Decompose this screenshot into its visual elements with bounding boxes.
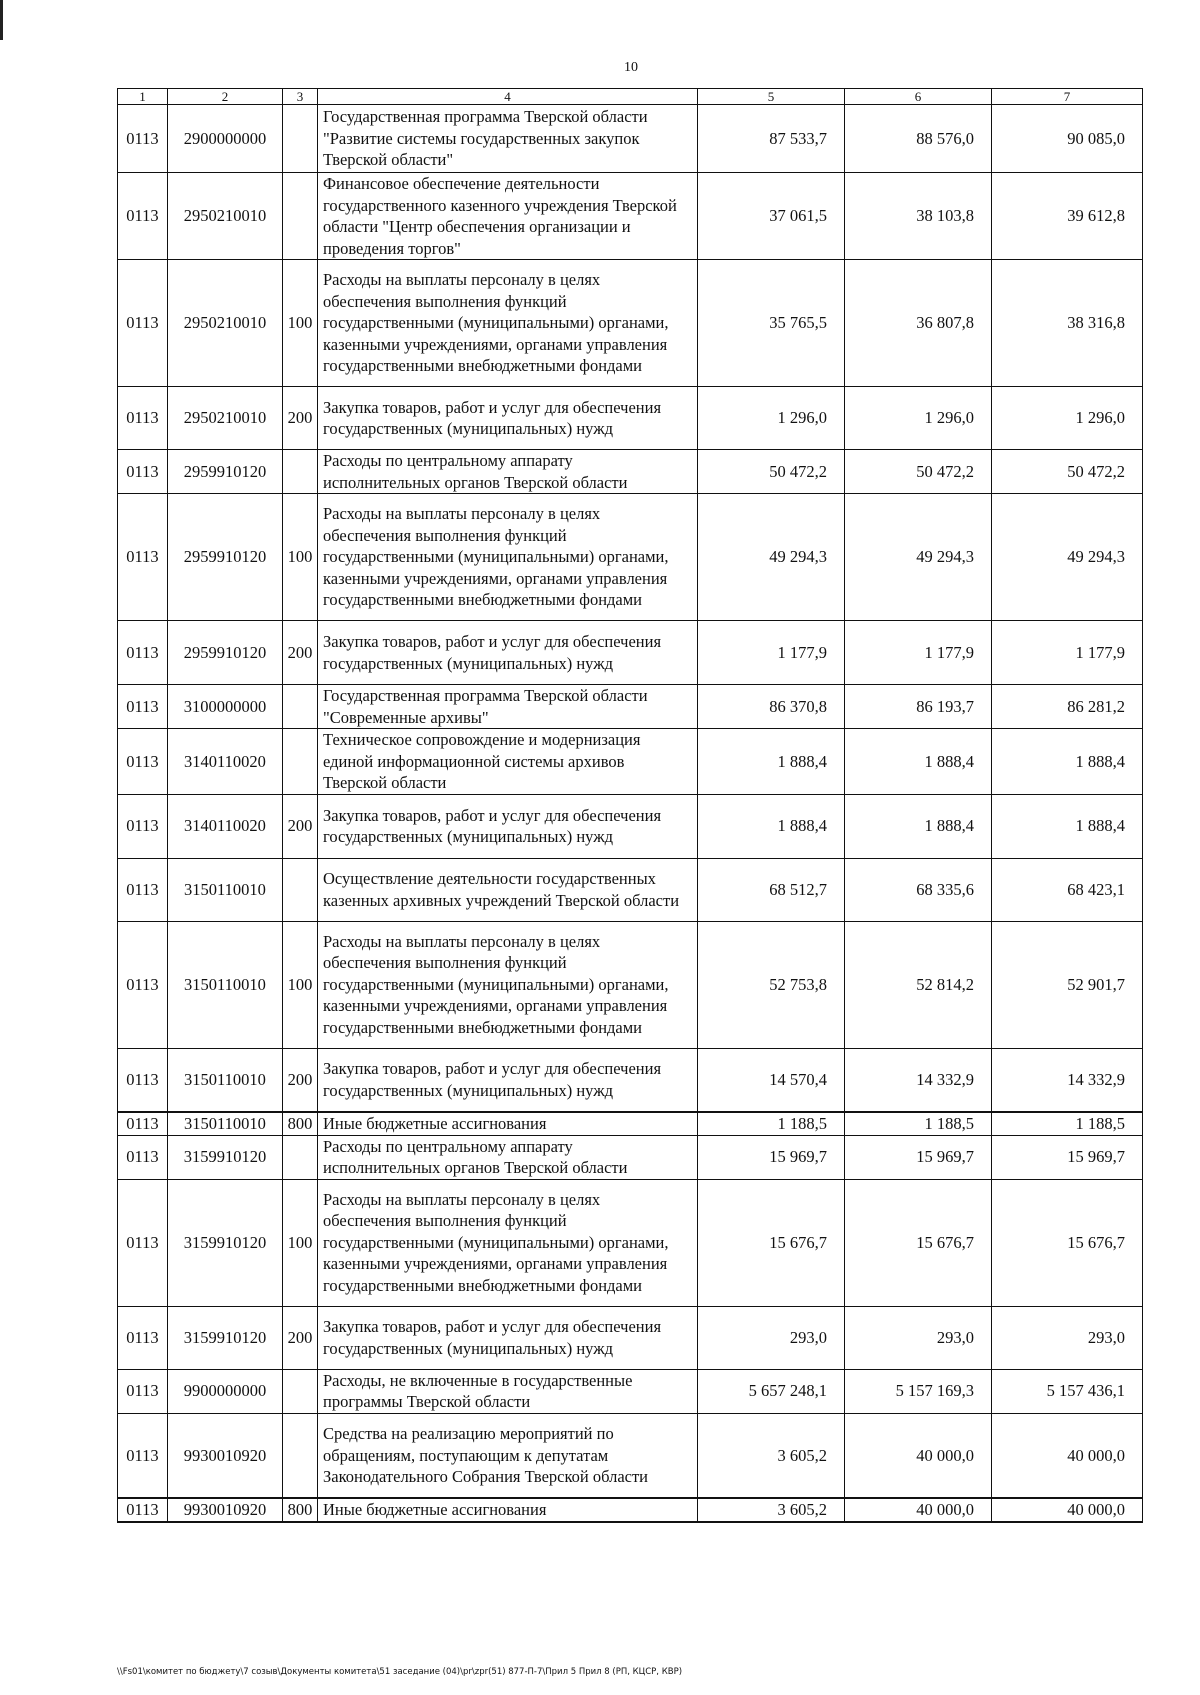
cell-amount-col5: 5 657 248,1 bbox=[698, 1369, 845, 1413]
cell-code-expense-type bbox=[283, 685, 318, 729]
cell-description: Расходы на выплаты персоналу в целях обеспечения выполнения функций государственными (муниципальными) органами, казенными учреждениями, органами управления государственными внебюджетными фондами bbox=[318, 260, 698, 387]
cell-code-section: 0113 bbox=[118, 1048, 168, 1112]
table-row bbox=[118, 1135, 1143, 1179]
cell-code-target: 3100000000 bbox=[168, 685, 283, 729]
cell-code-section: 0113 bbox=[118, 1306, 168, 1369]
cell-code-section: 0113 bbox=[118, 1179, 168, 1306]
cell-code-section: 0113 bbox=[118, 105, 168, 173]
cell-description: Государственная программа Тверской области "Развитие системы государственных закупок Тверской области" bbox=[318, 105, 698, 173]
cell-code-section: 0113 bbox=[118, 794, 168, 858]
cell-code-expense-type bbox=[283, 858, 318, 921]
cell-amount-col5: 87 533,7 bbox=[698, 105, 845, 173]
cell-amount-col5: 15 676,7 bbox=[698, 1179, 845, 1306]
table-row bbox=[118, 260, 1143, 387]
cell-code-target: 2950210010 bbox=[168, 260, 283, 387]
cell-code-section: 0113 bbox=[118, 1413, 168, 1498]
table-row bbox=[118, 387, 1143, 450]
cell-code-section: 0113 bbox=[118, 621, 168, 685]
table-row bbox=[118, 1369, 1143, 1413]
cell-amount-col6: 40 000,0 bbox=[845, 1413, 992, 1498]
column-header: 7 bbox=[992, 89, 1143, 105]
cell-amount-col5: 1 888,4 bbox=[698, 729, 845, 795]
cell-code-section: 0113 bbox=[118, 1112, 168, 1135]
column-header: 1 bbox=[118, 89, 168, 105]
cell-description: Государственная программа Тверской области "Современные архивы" bbox=[318, 685, 698, 729]
cell-code-expense-type bbox=[283, 1369, 318, 1413]
cell-amount-col7: 40 000,0 bbox=[992, 1498, 1143, 1522]
cell-amount-col6: 1 888,4 bbox=[845, 729, 992, 795]
cell-description: Техническое сопровождение и модернизация единой информационной системы архивов Тверской области bbox=[318, 729, 698, 795]
page-number: 10 bbox=[624, 60, 638, 75]
cell-amount-col5: 14 570,4 bbox=[698, 1048, 845, 1112]
cell-code-section: 0113 bbox=[118, 1369, 168, 1413]
cell-amount-col7: 90 085,0 bbox=[992, 105, 1143, 173]
cell-code-expense-type bbox=[283, 450, 318, 494]
cell-amount-col6: 38 103,8 bbox=[845, 173, 992, 260]
cell-code-section: 0113 bbox=[118, 260, 168, 387]
cell-amount-col7: 68 423,1 bbox=[992, 858, 1143, 921]
table-body bbox=[118, 105, 1143, 1522]
cell-description: Расходы на выплаты персоналу в целях обеспечения выполнения функций государственными (муниципальными) органами, казенными учреждениями, органами управления государственными внебюджетными фондами bbox=[318, 1179, 698, 1306]
column-header: 6 bbox=[845, 89, 992, 105]
cell-amount-col5: 68 512,7 bbox=[698, 858, 845, 921]
table-row bbox=[118, 1498, 1143, 1522]
table-row bbox=[118, 173, 1143, 260]
cell-code-target: 9930010920 bbox=[168, 1413, 283, 1498]
column-header: 5 bbox=[698, 89, 845, 105]
cell-code-expense-type: 200 bbox=[283, 387, 318, 450]
cell-description: Расходы на выплаты персоналу в целях обеспечения выполнения функций государственными (муниципальными) органами, казенными учреждениями, органами управления государственными внебюджетными фондами bbox=[318, 921, 698, 1048]
cell-code-target: 9900000000 bbox=[168, 1369, 283, 1413]
cell-code-target: 2959910120 bbox=[168, 450, 283, 494]
cell-description: Закупка товаров, работ и услуг для обеспечения государственных (муниципальных) нужд bbox=[318, 1048, 698, 1112]
cell-amount-col5: 3 605,2 bbox=[698, 1498, 845, 1522]
cell-code-section: 0113 bbox=[118, 858, 168, 921]
cell-amount-col6: 5 157 169,3 bbox=[845, 1369, 992, 1413]
cell-amount-col6: 15 969,7 bbox=[845, 1135, 992, 1179]
cell-code-expense-type: 200 bbox=[283, 621, 318, 685]
cell-code-expense-type bbox=[283, 1135, 318, 1179]
cell-amount-col7: 14 332,9 bbox=[992, 1048, 1143, 1112]
cell-amount-col7: 40 000,0 bbox=[992, 1413, 1143, 1498]
budget-table bbox=[117, 88, 1143, 1523]
cell-description: Иные бюджетные ассигнования bbox=[318, 1498, 698, 1522]
cell-amount-col7: 86 281,2 bbox=[992, 685, 1143, 729]
cell-code-target: 2959910120 bbox=[168, 494, 283, 621]
cell-code-expense-type: 200 bbox=[283, 1048, 318, 1112]
cell-amount-col7: 50 472,2 bbox=[992, 450, 1143, 494]
cell-code-expense-type: 200 bbox=[283, 794, 318, 858]
cell-code-target: 2900000000 bbox=[168, 105, 283, 173]
table-row bbox=[118, 1179, 1143, 1306]
cell-amount-col6: 14 332,9 bbox=[845, 1048, 992, 1112]
cell-code-expense-type: 200 bbox=[283, 1306, 318, 1369]
cell-amount-col6: 40 000,0 bbox=[845, 1498, 992, 1522]
column-header: 4 bbox=[318, 89, 698, 105]
cell-amount-col6: 52 814,2 bbox=[845, 921, 992, 1048]
cell-amount-col6: 36 807,8 bbox=[845, 260, 992, 387]
cell-amount-col7: 15 969,7 bbox=[992, 1135, 1143, 1179]
cell-code-target: 3140110020 bbox=[168, 729, 283, 795]
table-row bbox=[118, 621, 1143, 685]
table-row bbox=[118, 494, 1143, 621]
cell-amount-col5: 50 472,2 bbox=[698, 450, 845, 494]
cell-amount-col5: 1 177,9 bbox=[698, 621, 845, 685]
cell-amount-col6: 49 294,3 bbox=[845, 494, 992, 621]
cell-code-section: 0113 bbox=[118, 494, 168, 621]
cell-description: Расходы, не включенные в государственные программы Тверской области bbox=[318, 1369, 698, 1413]
cell-code-target: 3150110010 bbox=[168, 858, 283, 921]
cell-amount-col5: 293,0 bbox=[698, 1306, 845, 1369]
cell-code-target: 2950210010 bbox=[168, 387, 283, 450]
cell-amount-col7: 15 676,7 bbox=[992, 1179, 1143, 1306]
cell-amount-col7: 38 316,8 bbox=[992, 260, 1143, 387]
cell-code-target: 3150110010 bbox=[168, 1048, 283, 1112]
table-row bbox=[118, 1048, 1143, 1112]
table-row bbox=[118, 1112, 1143, 1135]
cell-code-expense-type bbox=[283, 173, 318, 260]
cell-code-expense-type bbox=[283, 729, 318, 795]
cell-code-section: 0113 bbox=[118, 450, 168, 494]
cell-code-target: 3140110020 bbox=[168, 794, 283, 858]
cell-code-target: 3150110010 bbox=[168, 921, 283, 1048]
cell-amount-col5: 1 296,0 bbox=[698, 387, 845, 450]
cell-code-target: 3159910120 bbox=[168, 1179, 283, 1306]
cell-amount-col6: 15 676,7 bbox=[845, 1179, 992, 1306]
cell-description: Финансовое обеспечение деятельности государственного казенного учреждения Тверской области "Центр обеспечения организации и проведения торгов" bbox=[318, 173, 698, 260]
cell-amount-col7: 1 296,0 bbox=[992, 387, 1143, 450]
cell-amount-col6: 86 193,7 bbox=[845, 685, 992, 729]
cell-amount-col6: 1 177,9 bbox=[845, 621, 992, 685]
table-row bbox=[118, 729, 1143, 795]
table-row bbox=[118, 858, 1143, 921]
scan-edge-mark bbox=[0, 0, 3, 40]
cell-code-target: 3159910120 bbox=[168, 1135, 283, 1179]
cell-amount-col7: 1 888,4 bbox=[992, 794, 1143, 858]
cell-amount-col7: 5 157 436,1 bbox=[992, 1369, 1143, 1413]
table-row bbox=[118, 1413, 1143, 1498]
cell-code-expense-type: 100 bbox=[283, 1179, 318, 1306]
cell-code-expense-type: 100 bbox=[283, 260, 318, 387]
cell-amount-col5: 1 188,5 bbox=[698, 1112, 845, 1135]
cell-description: Закупка товаров, работ и услуг для обеспечения государственных (муниципальных) нужд bbox=[318, 621, 698, 685]
cell-amount-col7: 1 188,5 bbox=[992, 1112, 1143, 1135]
cell-code-expense-type: 100 bbox=[283, 494, 318, 621]
cell-code-target: 3159910120 bbox=[168, 1306, 283, 1369]
cell-amount-col7: 49 294,3 bbox=[992, 494, 1143, 621]
cell-amount-col5: 86 370,8 bbox=[698, 685, 845, 729]
cell-amount-col5: 37 061,5 bbox=[698, 173, 845, 260]
table-row bbox=[118, 921, 1143, 1048]
table-row bbox=[118, 105, 1143, 173]
cell-amount-col6: 50 472,2 bbox=[845, 450, 992, 494]
cell-code-section: 0113 bbox=[118, 1498, 168, 1522]
cell-description: Закупка товаров, работ и услуг для обеспечения государственных (муниципальных) нужд bbox=[318, 387, 698, 450]
cell-code-target: 3150110010 bbox=[168, 1112, 283, 1135]
cell-amount-col7: 293,0 bbox=[992, 1306, 1143, 1369]
cell-code-section: 0113 bbox=[118, 173, 168, 260]
cell-amount-col6: 1 296,0 bbox=[845, 387, 992, 450]
cell-description: Расходы на выплаты персоналу в целях обеспечения выполнения функций государственными (муниципальными) органами, казенными учреждениями, органами управления государственными внебюджетными фондами bbox=[318, 494, 698, 621]
cell-code-section: 0113 bbox=[118, 387, 168, 450]
cell-amount-col6: 1 888,4 bbox=[845, 794, 992, 858]
cell-amount-col7: 1 177,9 bbox=[992, 621, 1143, 685]
cell-amount-col7: 39 612,8 bbox=[992, 173, 1143, 260]
cell-code-expense-type: 800 bbox=[283, 1498, 318, 1522]
table-header-row bbox=[118, 89, 1143, 105]
cell-code-target: 2959910120 bbox=[168, 621, 283, 685]
cell-description: Средства на реализацию мероприятий по обращениям, поступающим к депутатам Законодательного Собрания Тверской области bbox=[318, 1413, 698, 1498]
cell-code-expense-type: 800 bbox=[283, 1112, 318, 1135]
cell-code-expense-type bbox=[283, 105, 318, 173]
table-row bbox=[118, 685, 1143, 729]
cell-amount-col6: 88 576,0 bbox=[845, 105, 992, 173]
cell-amount-col5: 52 753,8 bbox=[698, 921, 845, 1048]
cell-amount-col5: 1 888,4 bbox=[698, 794, 845, 858]
cell-amount-col5: 3 605,2 bbox=[698, 1413, 845, 1498]
cell-amount-col5: 49 294,3 bbox=[698, 494, 845, 621]
cell-amount-col5: 35 765,5 bbox=[698, 260, 845, 387]
cell-code-section: 0113 bbox=[118, 1135, 168, 1179]
table-row bbox=[118, 450, 1143, 494]
column-header: 3 bbox=[283, 89, 318, 105]
cell-code-section: 0113 bbox=[118, 921, 168, 1048]
cell-amount-col5: 15 969,7 bbox=[698, 1135, 845, 1179]
table-row bbox=[118, 794, 1143, 858]
cell-code-section: 0113 bbox=[118, 685, 168, 729]
cell-description: Закупка товаров, работ и услуг для обеспечения государственных (муниципальных) нужд bbox=[318, 1306, 698, 1369]
column-header: 2 bbox=[168, 89, 283, 105]
cell-amount-col6: 293,0 bbox=[845, 1306, 992, 1369]
footer-file-path: \\Fs01\комитет по бюджету\7 созыв\Документы комитета\51 заседание (04)\pr\zpr(51) 877-П-7\Прил 5 Прил 8 (РП, КЦСР, КВР) bbox=[117, 1667, 683, 1677]
cell-code-expense-type: 100 bbox=[283, 921, 318, 1048]
cell-amount-col6: 1 188,5 bbox=[845, 1112, 992, 1135]
cell-amount-col7: 1 888,4 bbox=[992, 729, 1143, 795]
cell-description: Закупка товаров, работ и услуг для обеспечения государственных (муниципальных) нужд bbox=[318, 794, 698, 858]
cell-code-target: 9930010920 bbox=[168, 1498, 283, 1522]
cell-amount-col7: 52 901,7 bbox=[992, 921, 1143, 1048]
table-row bbox=[118, 1306, 1143, 1369]
cell-description: Расходы по центральному аппарату исполнительных органов Тверской области bbox=[318, 1135, 698, 1179]
cell-amount-col6: 68 335,6 bbox=[845, 858, 992, 921]
cell-description: Иные бюджетные ассигнования bbox=[318, 1112, 698, 1135]
cell-code-target: 2950210010 bbox=[168, 173, 283, 260]
cell-description: Осуществление деятельности государственных казенных архивных учреждений Тверской области bbox=[318, 858, 698, 921]
cell-code-expense-type bbox=[283, 1413, 318, 1498]
cell-code-section: 0113 bbox=[118, 729, 168, 795]
cell-description: Расходы по центральному аппарату исполнительных органов Тверской области bbox=[318, 450, 698, 494]
